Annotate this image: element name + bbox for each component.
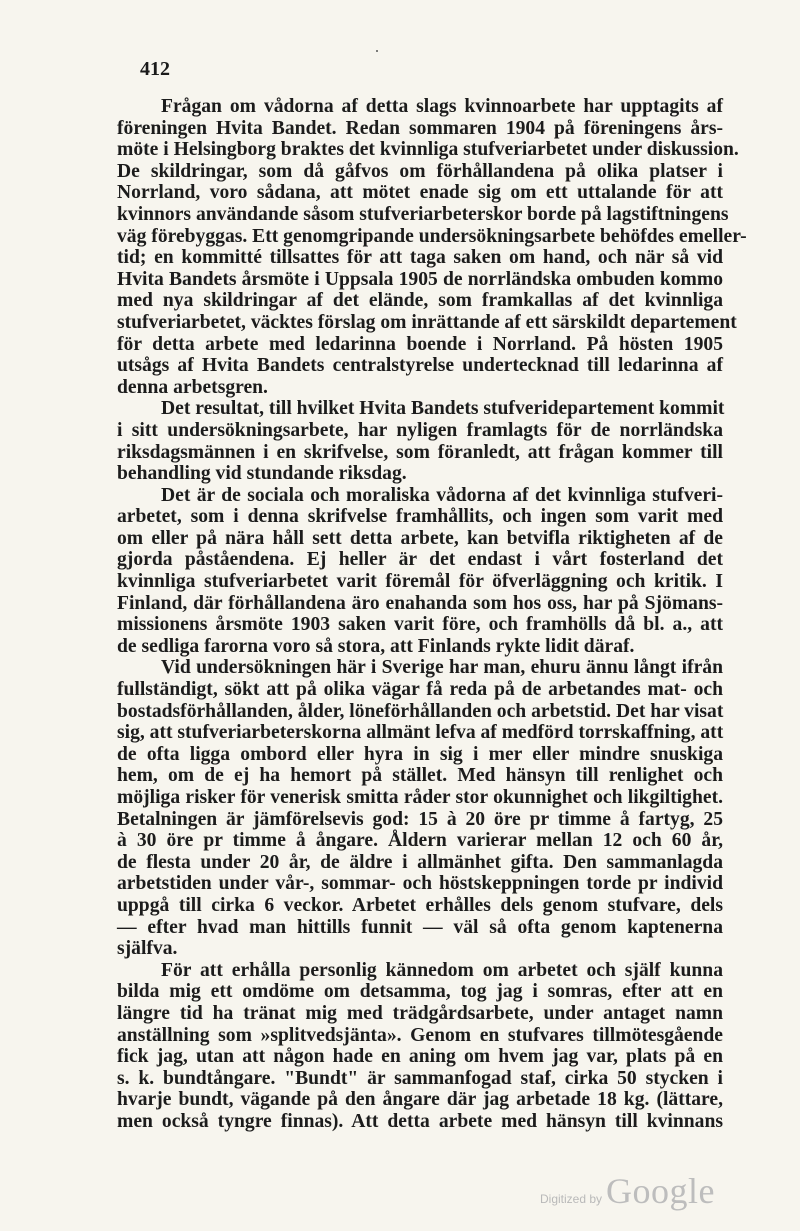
text-line: tid; en kommitté tillsattes för att taga saken om hand, och när så vid (117, 247, 723, 269)
text-line: för detta arbete med ledarinna boende i Norrland. På hösten 1905 (117, 333, 723, 355)
paragraph (117, 398, 723, 484)
text-line: riksdagsmännen i en skrifvelse, som föranledt, att frågan kommer till (117, 441, 723, 463)
text-line: väg förebyggas. Ett genomgripande undersökningsarbete behöfdes emeller- (117, 225, 747, 247)
text-line: de sedliga farorna voro så stora, att Finlands rykte lidit däraf. (117, 635, 635, 657)
text-line: behandling vid stundande riksdag. (117, 463, 407, 485)
google-logo: Google (606, 1171, 716, 1211)
text-line: utsågs af Hvita Bandets centralstyrelse undertecknad till ledarinna af (117, 355, 723, 377)
text-line: föreningen Hvita Bandet. Redan sommaren 1904 på föreningens års- (117, 117, 723, 139)
text-line: Finland, där förhållandena äro enahanda som hos oss, har på Sjömans- (117, 592, 723, 614)
text-line: längre tid ha tränat mig med trädgårdsarbete, under antaget namn (117, 1002, 723, 1024)
text-line: de ofta ligga ombord eller hyra in sig i mer eller mindre snuskiga (117, 743, 723, 765)
text-line: Hvita Bandets årsmöte i Uppsala 1905 de norrländska ombuden kommo (117, 268, 723, 290)
text-line: med nya skildringar af det elände, som framkallas af det kvinnliga (117, 290, 723, 312)
text-line: à 30 öre pr timme å ångare. Åldern varierar mellan 12 och 60 år, (117, 830, 723, 852)
text-line: arbetet, som i denna skrifvelse framhållits, och ingen som varit med (117, 506, 723, 528)
text-line: denna arbetsgren. (117, 376, 268, 398)
text-line: arbetstiden under vår-, sommar- och höstskeppningen torde pr individ (117, 873, 723, 895)
text-line: bilda mig ett omdöme om detsamma, tog jag i somras, efter att en (117, 981, 723, 1003)
text-line: Frågan om vådorna af detta slags kvinnoarbete har upptagits af (161, 96, 723, 117)
text-line: — efter hvad man hittills funnit — väl så ofta genom kaptenerna (117, 916, 723, 938)
text-line: Vid undersökningen här i Sverige har man, ehuru ännu långt ifrån (161, 657, 723, 679)
text-line: om eller på nära håll sett detta arbete, kan betvifla riktigheten af de (117, 527, 723, 549)
text-line: s. k. bundtångare. "Bundt" är sammanfogad staf, cirka 50 stycken i (117, 1067, 723, 1089)
text-line: fullständigt, sökt att på olika vägar få reda på de arbetandes mat- och (117, 679, 723, 701)
text-line: själfva. (117, 938, 178, 960)
paragraph (117, 96, 747, 398)
text-line: fick jag, utan att någon hade en aning om hvem jag var, plats på en (117, 1046, 723, 1068)
text-line: kvinnors användande såsom stufveriarbeterskor borde på lagstiftningens (117, 203, 729, 225)
text-line: stufveriarbetet, väcktes förslag om inrättande af ett särskildt departement (117, 311, 737, 333)
body-text (117, 96, 747, 1133)
text-line: Det är de sociala och moraliska vådorna af det kvinnliga stufveri- (161, 484, 723, 506)
digitized-by-label: Digitized by (540, 1192, 603, 1206)
text-line: hvarje bundt, vägande på den ångare där jag arbetade 18 kg. (lättare, (117, 1089, 723, 1111)
text-line: De skildringar, som då gåfvos om förhållandena på olika platser i (117, 160, 723, 182)
text-line: möjliga risker för venerisk smitta råder stor okunnighet och likgiltighet. (117, 787, 723, 808)
text-line: Det resultat, till hvilket Hvita Bandets stufveridepartement kommit (161, 398, 725, 420)
text-line: men också tyngre finnas). Att detta arbete med hänsyn till kvinnans (117, 1110, 723, 1132)
text-line: hem, om de ej ha hemort på stället. Med hänsyn till renlighet och (117, 765, 723, 787)
text-line: de flesta under 20 år, de äldre i allmänhet gifta. Den sammanlagda (117, 851, 723, 873)
paragraph (117, 657, 723, 959)
text-line: Norrland, voro sådana, att mötet enade sig om ett uttalande för att (117, 182, 723, 204)
paragraph (117, 485, 723, 658)
text-line: gjorda påståendena. Ej heller är det endast i vårt fosterland det (117, 549, 723, 571)
text-line: möte i Helsingborg braktes det kvinnliga stufveriarbetet under diskussion. (117, 139, 739, 161)
text-line: sig, att stufveriarbeterskorna allmänt lefva af medförd torrskaffning, att (117, 722, 724, 744)
digitization-watermark (540, 1170, 715, 1212)
text-line: Betalningen är jämförelsevis god: 15 à 20 öre pr timme å fartyg, 25 (117, 808, 723, 830)
page-number: 412 (140, 58, 170, 80)
text-line: i sitt undersökningsarbete, har nyligen framlagts för de norrländska (117, 419, 723, 441)
ink-speck (376, 50, 378, 52)
text-line: För att erhålla personlig kännedom om arbetet och själf kunna (161, 959, 723, 981)
text-line: bostadsförhållanden, ålder, löneförhållanden och arbetstid. Det har visat (117, 700, 724, 722)
paragraph (117, 960, 723, 1133)
text-line: anställning som »splitvedsjänta». Genom en stufvares tillmötesgående (117, 1024, 723, 1046)
text-line: kvinnliga stufveriarbetet varit föremål för öfverläggning och kritik. I (117, 571, 723, 593)
text-line: missionens årsmöte 1903 saken varit före, och framhölls då bl. a., att (117, 614, 723, 636)
text-line: uppgå till cirka 6 veckor. Arbetet erhålles dels genom stufvare, dels (117, 894, 723, 916)
